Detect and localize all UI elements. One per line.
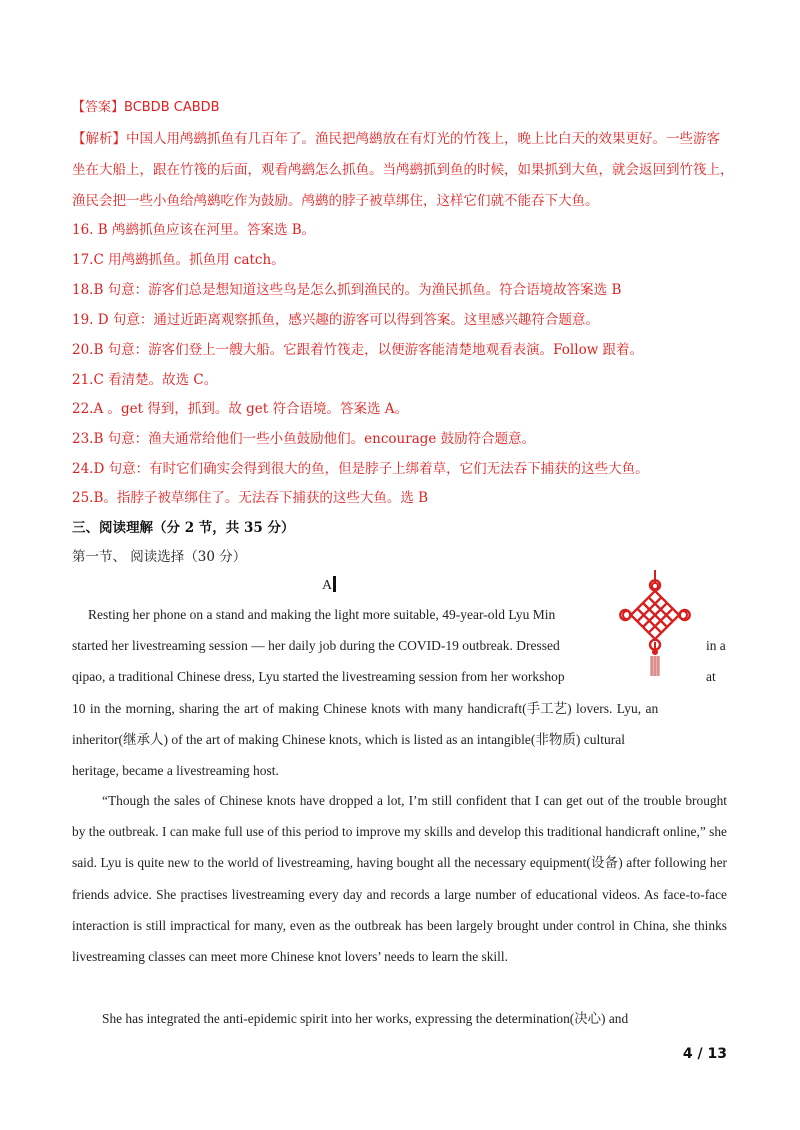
answer-item-18: 18.B 句意：游客们总是想知道这些鸟是怎么抓到渔民的。为渔民抓鱼。符合语境故答案选 B	[72, 282, 622, 298]
page-number: 4 / 13	[682, 1046, 727, 1062]
passage-p1-line-3: qipao, a traditional Chinese dress, Lyu started the livestreaming session from her workshop	[72, 669, 565, 684]
analysis-line-2: 坐在大船上，跟在竹筏的后面，观看鸬鹚怎么抓鱼。当鸬鹚抓到鱼的时候，如果抓到大鱼，就会返回到竹筏上，	[72, 162, 734, 178]
answer-key-label: 【答案】BCBDB CABDB	[72, 100, 220, 115]
passage-paragraph-3: She has integrated the anti-epidemic spirit into her works, expressing the determination(决心) and	[102, 1011, 629, 1026]
answer-item-22: 22.A 。get 得到，抓到。故 get 符合语境。答案选 A。	[72, 401, 409, 417]
text-cursor	[333, 576, 336, 592]
passage-p1-line-4: 10 in the morning, sharing the art of making Chinese knots with many handicraft(手工艺) lovers. Lyu, an	[72, 701, 659, 716]
passage-p1-line-1: Resting her phone on a stand and making the light more suitable, 49-year-old Lyu Min	[88, 607, 556, 622]
answer-item-16: 16. B 鸬鹚抓鱼应该在河里。答案选 B。	[72, 222, 316, 238]
answer-item-20: 20.B 句意：游客们登上一艘大船。它跟着竹筏走，以便游客能清楚地观看表演。Follow 跟着。	[72, 342, 644, 358]
passage-label: A	[322, 576, 336, 594]
answer-item-23: 23.B 句意：渔夫通常给他们一些小鱼鼓励他们。encourage 鼓励符合题意。	[72, 431, 536, 447]
answer-item-25: 25.B。指脖子被草绑住了。无法吞下捕获的这些大鱼。选 B	[72, 490, 429, 506]
passage-p1-line-5: inheritor(继承人) of the art of making Chinese knots, which is listed as an intangible(非物质) cultural	[72, 732, 626, 747]
passage-p1-line-3-end: at	[706, 669, 716, 684]
chinese-knot-icon	[615, 570, 695, 680]
section-title: 三、阅读理解（分 2 节，共 35 分）	[72, 520, 295, 536]
passage-p1-line-2: started her livestreaming session — her daily job during the COVID-19 outbreak. Dressed	[72, 638, 560, 653]
analysis-line-1: 【解析】中国人用鸬鹚抓鱼有几百年了。渔民把鸬鹚放在有灯光的竹筏上，晚上比白天的效果更好。一些游客	[72, 131, 720, 147]
subsection-title: 第一节、 阅读选择（30 分）	[72, 549, 247, 565]
passage-p1-line-2-end: in a	[706, 638, 726, 653]
analysis-line-3: 渔民会把一些小鱼给鸬鹚吃作为鼓励。鸬鹚的脖子被草绑住，这样它们就不能吞下大鱼。	[72, 193, 599, 209]
passage-p1-line-6: heritage, became a livestreaming host.	[72, 763, 279, 778]
answer-item-17: 17.C 用鸬鹚抓鱼。抓鱼用 catch。	[72, 252, 285, 268]
answer-item-21: 21.C 看清楚。故选 C。	[72, 372, 218, 388]
answer-item-24: 24.D 句意：有时它们确实会得到很大的鱼，但是脖子上绑着草，它们无法吞下捕获的这些大鱼。	[72, 461, 649, 477]
passage-paragraph-2: “Though the sales of Chinese knots have dropped a lot, I’m still confident that I can get out of the trouble brought by the outbreak. I can make full use of this period to improve my skills and develop this traditional handicraft online,” she said. Lyu is quite new to the world of livestreaming, having bought all the necessary equipment(设备) after following her friends advice. She practises livestreaming every day and records a large number of educational videos. As face-to-face interaction is still impractical for many, even as the outbreak has been largely brought under control in China, she thinks livestreaming classes can meet more Chinese knot lovers’ needs to learn the skill.	[72, 793, 727, 965]
answer-item-19: 19. D 句意：通过近距离观察抓鱼，感兴趣的游客可以得到答案。这里感兴趣符合题意。	[72, 312, 599, 328]
